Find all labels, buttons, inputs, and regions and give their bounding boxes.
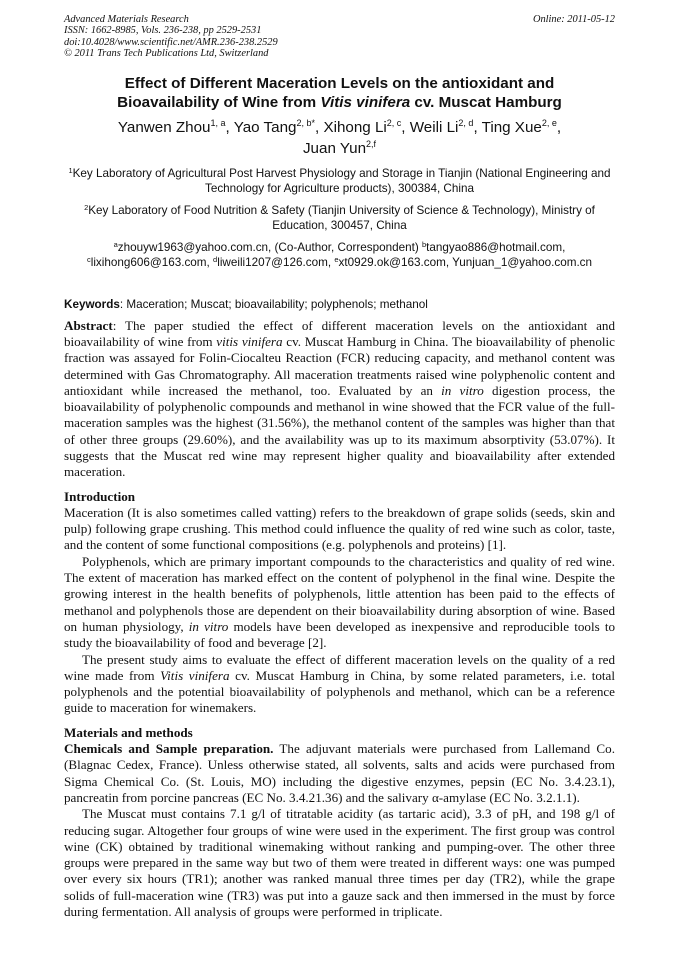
- paper-title: [64, 74, 615, 112]
- author-emails: $^a$zhouyw1963@yahoo.com.cn, (Co-Author, Correspondent) $^b$tangyao886@hotmail.com, $^c$lixihong606@163.com, $^d$liweili1207@126.com, $^e$xt0929.ok@163.com, Yunjuan_1@yahoo.com.cn: [86, 239, 593, 269]
- methods-paragraph-2: The Muscat must contains 7.1 g/l of titratable acidity (as tartaric acid), 3.3 of pH, and 198 g/l of reducing sugar. Altogether four groups of wine were used in the experiment. The first group was control wine (CK) obtained by traditional winemaking without ranking and pumping-over. The other three groups were prepared in the same way but two of them were treated in different ways: one was pumped over every six hours (TR1); another was ranked manual three times per day (TR2), while the grape solids of full-maceration wine (TR3) was put into a gauze sack and then immersed in the must by force during fermentation. All analysis of groups were performed in triplicate.: [64, 806, 615, 920]
- keywords-text: : Maceration; Muscat; bioavailability; polyphenols; methanol: [119, 297, 428, 311]
- title-line-1: Effect of Different Maceration Levels on the antioxidant and: [124, 74, 555, 92]
- keywords: [64, 297, 615, 312]
- journal-name: Advanced Materials Research: [64, 14, 189, 25]
- author: Juan Yun$^{2,f}$: [302, 138, 377, 157]
- affiliation-1: $^1$Key Laboratory of Agricultural Post Harvest Physiology and Storage in Tianjin (National Engineering and Technology for Agriculture products), 300384, China: [68, 165, 611, 195]
- author: Weili Li$^{2, d}$,: [409, 117, 482, 136]
- methods-subheading: Chemicals and Sample preparation.: [64, 741, 274, 757]
- abstract: Abstract: The paper studied the effect of different maceration levels on the antioxidant and bioavailability of wine from vitis vinifera cv. Muscat Hamburg in China. The bioavailability of phenolic fraction was assayed for Folin-Ciocalteu Reaction (FCR) reducing capacity, and methanol content was determined with Gas Chromatography. All maceration treatments raised wine polyphenolic content and antioxidant while increased the methanol, too. Evaluated by an in vitro digestion process, the bioavailability of polyphenolic compounds and methanol in wine showed that the FCR value of the full-maceration samples was the highest (31.56%), the methanol content of the samples was higher than that of other three groups (29.60%), and the availability was up to its maximum absorptivity (53.07%). It suggests that the Muscat red wine may represent higher quality and bioavailability after extended maceration.: [64, 317, 615, 480]
- author: Xihong Li$^{2, c}$,: [323, 117, 410, 136]
- author: Yao Tang$^{2, b*}$,: [233, 117, 324, 136]
- author-list: [64, 117, 615, 159]
- keywords-label: Keywords: [64, 297, 120, 311]
- title-line-2-pre: Bioavailability of Wine from: [117, 93, 321, 111]
- title-line-2-post: cv. Muscat Hamburg: [410, 93, 562, 111]
- title-species: Vitis vinifera: [320, 93, 411, 111]
- intro-paragraph-3: The present study aims to evaluate the effect of different maceration levels on the quality of a red wine made from Vitis vinifera cv. Muscat Hamburg in China, by some related parameters, i.e. total polyphenols and the potential bioavailability of polyphenols and methanol, which can be a reference guide to maceration for winemakers.: [64, 651, 615, 716]
- affiliation-2: $^2$Key Laboratory of Food Nutrition & Safety (Tianjin University of Science & Technology), Ministry of Education, 300457, China: [84, 202, 595, 232]
- paper-page: [64, 14, 615, 920]
- author: Ting Xue$^{2, e}$,: [481, 117, 562, 136]
- intro-paragraph-2: Polyphenols, which are primary important compounds to the characteristics and quality of red wine. The extent of maceration has marked effect on the content of polyphenol in the final wine. Despite the growing interest in the health benefits of polyphenols, little attention has been paid to the effects of methanol and polyphenols those are dependent on their bioavailability during absorption of wine. Based on human physiology, in vitro models have been developed as inexpensive and reproducible tools to study the bioavailability of food and beverage [2].: [64, 553, 615, 651]
- doi-line: doi:10.4028/www.scientific.net/AMR.236-238.2529: [64, 36, 278, 48]
- online-date: Online: 2011-05-12: [532, 14, 615, 25]
- intro-paragraph-1: Maceration (It is also sometimes called vatting) refers to the breakdown of grape solids (seeds, skin and pulp) following grape crushing. This method could influence the quality of red wine such as color, taste, and the content of some functional compositions (e.g. polyphenols and proteins) [1].: [64, 504, 615, 553]
- introduction-heading: Introduction: [64, 488, 136, 504]
- methods-paragraph-1: Chemicals and Sample preparation. The adjuvant materials were purchased from Lallemand Co. (Blagnac Cedex, France). Unless otherwise stated, all solvents, salts and acids were purchased from Sigma Chemical Co. (St. Louis, MO) including the digestive enzymes, pepsin (EC No. 3.4.23.1), pancreatin from porcine pancreas (EC No. 3.4.21.36) and the salivary α-amylase (EC No. 3.2.1.1).: [64, 741, 615, 805]
- issn-line: ISSN: 1662-8985, Vols. 236-238, pp 2529-2531: [64, 25, 262, 37]
- journal-header: [64, 14, 615, 60]
- copyright-line: © 2011 Trans Tech Publications Ltd, Switzerland: [64, 48, 269, 60]
- methods-heading: Materials and methods: [64, 724, 193, 740]
- author: Yanwen Zhou$^{1, a}$,: [117, 117, 234, 136]
- abstract-label: Abstract: [64, 317, 113, 333]
